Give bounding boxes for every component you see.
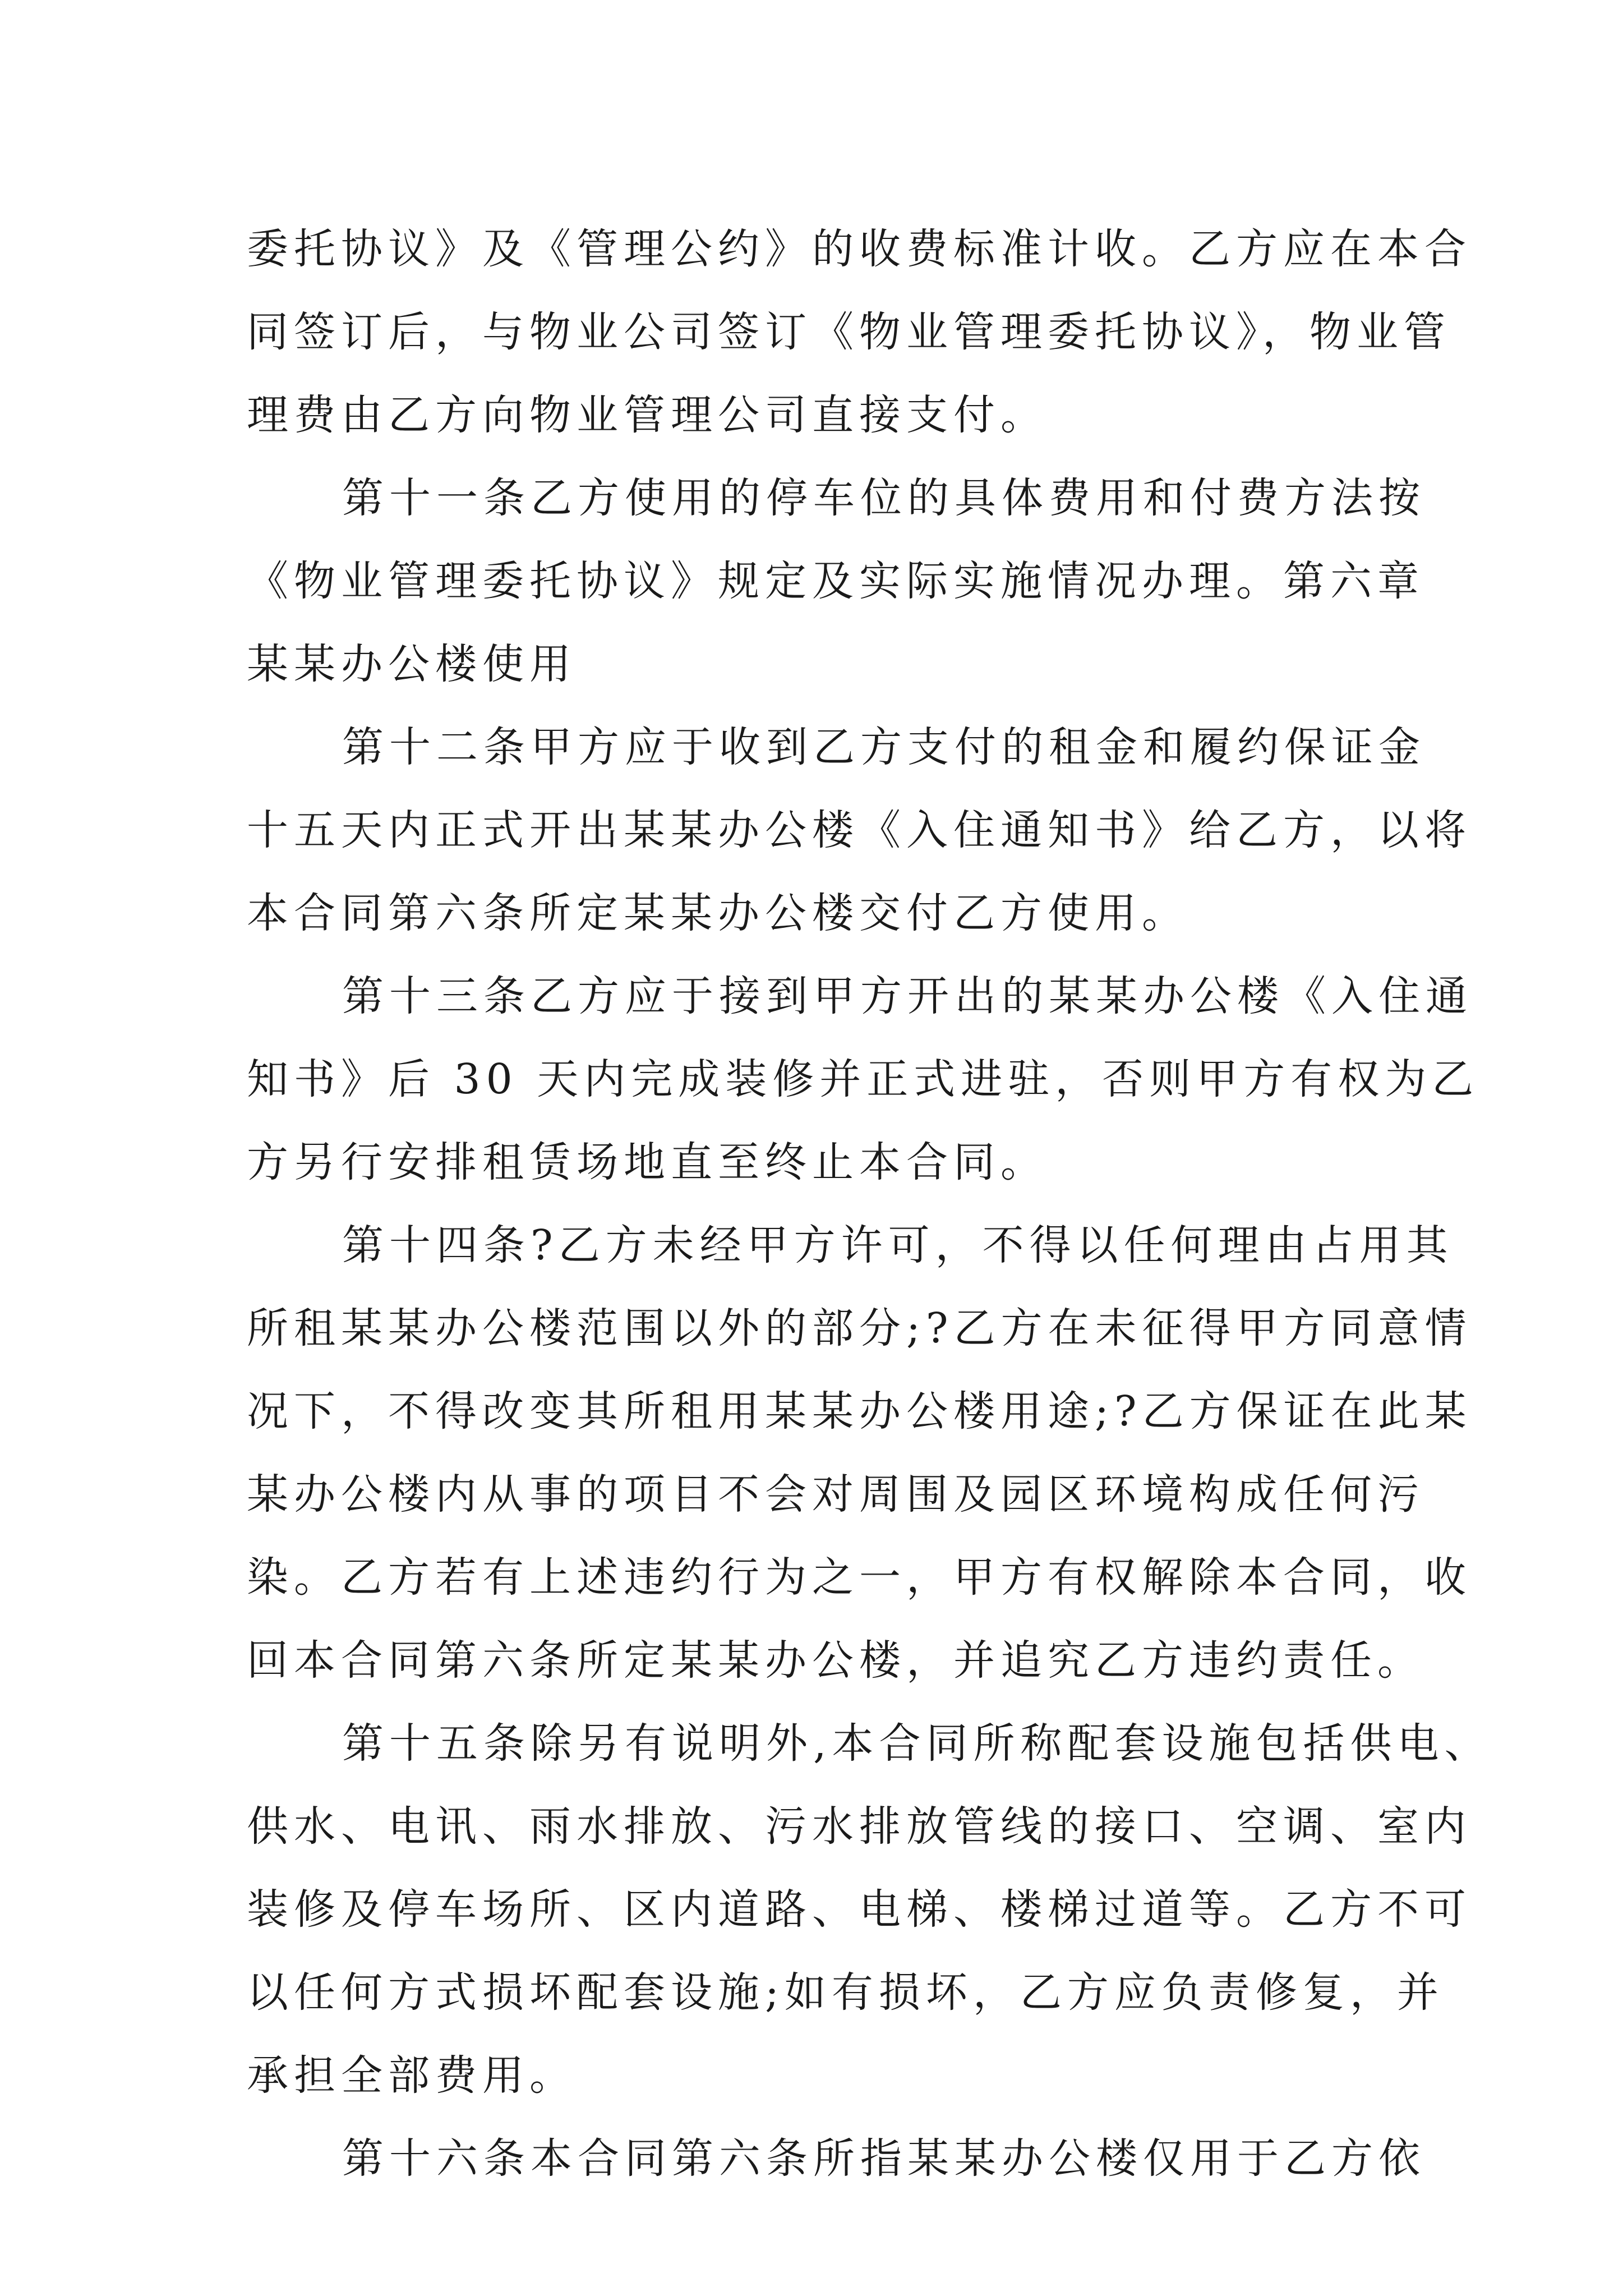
text-line: 承担全部费用。 [247,2051,577,2100]
text-line: 染。乙方若有上述违约行为之一，甲方有权解除本合同，收 [247,1553,1472,1602]
text-line: 同签订后，与物业公司签订《物业管理委托协议》，物业管 [247,308,1451,356]
article-12-line: 第十二条甲方应于收到乙方支付的租金和履约保证金 [342,723,1426,771]
chapter-heading-line: 某某办公楼使用 [247,640,577,688]
text-line: 本合同第六条所定某某办公楼交付乙方使用。 [247,889,1189,937]
article-11-line: 第十一条乙方使用的停车位的具体费用和付费方法按 [342,474,1426,522]
text-line: 以任何方式损坏配套设施;如有损坏，乙方应负责修复，并 [247,1968,1444,2017]
text-line: 方另行安排租赁场地直至终止本合同。 [247,1138,1048,1186]
text-line: 十五天内正式开出某某办公楼《入住通知书》给乙方，以将 [247,806,1472,854]
article-15-line: 第十五条除另有说明外,本合同所称配套设施包括供电、 [342,1719,1492,1768]
text-line: 所租某某办公楼范围以外的部分;?乙方在未征得甲方同意情 [247,1304,1472,1352]
text-line: 装修及停车场所、区内道路、电梯、楼梯过道等。乙方不可 [247,1885,1472,1934]
text-line: 理费由乙方向物业管理公司直接支付。 [247,391,1048,439]
text-line: 知书》后 30 天内完成装修并正式进驻，否则甲方有权为乙 [247,1055,1479,1103]
article-13-line: 第十三条乙方应于接到甲方开出的某某办公楼《入住通 [342,972,1473,1020]
text-line: 《物业管理委托协议》规定及实际实施情况办理。第六章 [247,557,1424,605]
text-line: 委托协议》及《管理公约》的收费标准计收。乙方应在本合 [247,225,1472,273]
text-line: 某办公楼内从事的项目不会对周围及园区环境构成任何污 [247,1470,1424,1519]
text-line: 况下，不得改变其所租用某某办公楼用途;?乙方保证在此某 [247,1387,1472,1435]
text-line: 供水、电讯、雨水排放、污水排放管线的接口、空调、室内 [247,1802,1472,1851]
article-14-line: 第十四条?乙方未经甲方许可，不得以任何理由占用其 [342,1221,1454,1269]
text-line: 回本合同第六条所定某某办公楼，并追究乙方违约责任。 [247,1636,1424,1685]
contract-text [247,208,1492,2200]
article-16-line: 第十六条本合同第六条所指某某办公楼仅用于乙方依 [342,2134,1426,2183]
